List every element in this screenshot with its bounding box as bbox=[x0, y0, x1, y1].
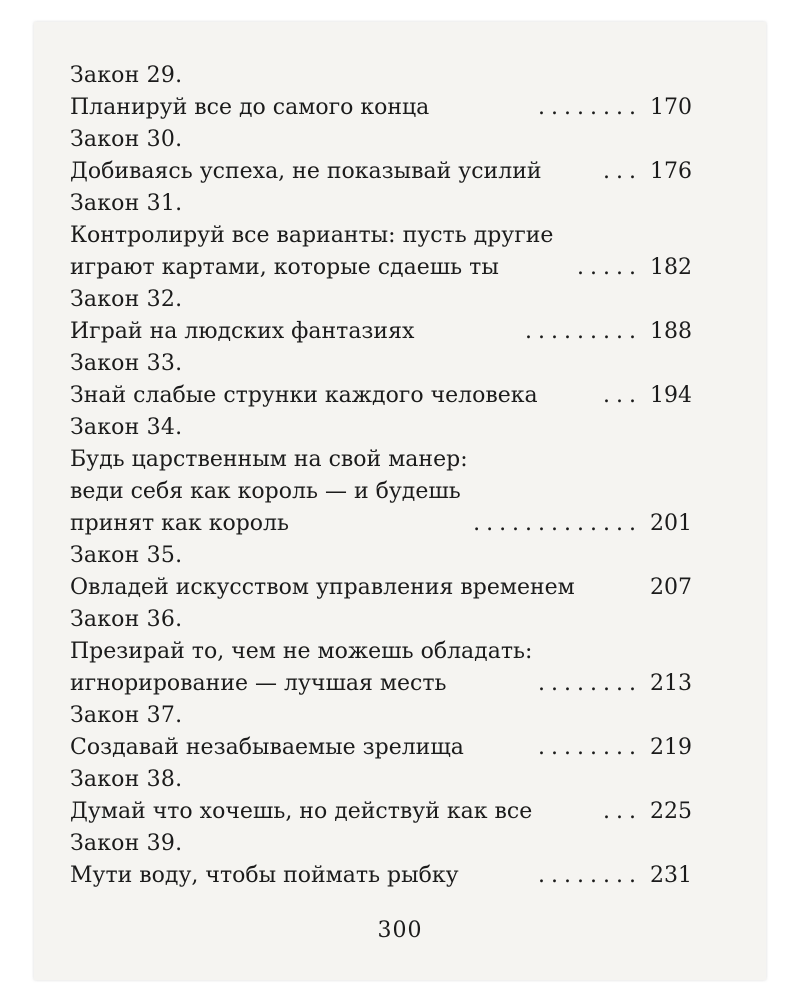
toc-entry bbox=[70, 284, 692, 348]
law-label: Закон 35. bbox=[70, 543, 183, 568]
toc-page-number: 213 bbox=[650, 671, 692, 696]
toc-page-number: 176 bbox=[650, 159, 692, 184]
toc-page-number: 219 bbox=[650, 735, 692, 760]
toc-page-number: 188 bbox=[650, 319, 692, 344]
law-title-final-line bbox=[70, 316, 692, 348]
toc-entry bbox=[70, 700, 692, 764]
law-title-final-line bbox=[70, 156, 692, 188]
dot-leader: ........ bbox=[538, 95, 642, 120]
dot-leader: ......... bbox=[525, 319, 642, 344]
law-title-final-line bbox=[70, 92, 692, 124]
law-title-final-line bbox=[70, 860, 692, 892]
law-label: Закон 36. bbox=[70, 607, 183, 632]
law-title-text: Играй на людских фантазиях bbox=[70, 319, 415, 344]
dot-leader: ........ bbox=[538, 735, 642, 760]
toc-page-number: 194 bbox=[650, 383, 692, 408]
toc-entry bbox=[70, 764, 692, 828]
law-label: Закон 30. bbox=[70, 127, 183, 152]
law-title-text: играют картами, которые сдаешь ты bbox=[70, 255, 499, 280]
page-number: 300 bbox=[377, 918, 423, 943]
law-title-text: Добиваясь успеха, не показывай усилий bbox=[70, 159, 542, 184]
toc-page-number: 182 bbox=[650, 255, 692, 280]
table-of-contents bbox=[70, 60, 692, 892]
law-title-final-line bbox=[70, 252, 692, 284]
law-title-final-line bbox=[70, 668, 692, 700]
toc-entry bbox=[70, 540, 692, 604]
dot-leader: ..... bbox=[577, 255, 642, 280]
dot-leader: ... bbox=[603, 383, 642, 408]
law-title-text: Знай слабые струнки каждого человека bbox=[70, 383, 538, 408]
dot-leader: ............. bbox=[473, 511, 642, 536]
dot-leader: ... bbox=[603, 159, 642, 184]
law-label: Закон 33. bbox=[70, 351, 183, 376]
toc-page-number: 201 bbox=[650, 511, 692, 536]
law-label: Закон 37. bbox=[70, 703, 183, 728]
law-label: Закон 31. bbox=[70, 191, 183, 216]
law-title-text: Создавай незабываемые зрелища bbox=[70, 735, 464, 760]
law-title-line: Контролируй все варианты: пусть другие bbox=[70, 223, 554, 248]
toc-entry bbox=[70, 60, 692, 124]
law-title-text: Думай что хочешь, но действуй как все bbox=[70, 799, 533, 824]
toc-entry bbox=[70, 124, 692, 188]
law-title-text: Планируй все до самого конца bbox=[70, 95, 430, 120]
law-title-text: Мути воду, чтобы поймать рыбку bbox=[70, 863, 459, 888]
dot-leader: ... bbox=[603, 799, 642, 824]
toc-page-number: 170 bbox=[650, 95, 692, 120]
toc-entry bbox=[70, 604, 692, 700]
toc-entry bbox=[70, 412, 692, 540]
toc-page-number: 231 bbox=[650, 863, 692, 888]
law-title-final-line bbox=[70, 732, 692, 764]
law-title-final-line bbox=[70, 796, 692, 828]
law-title-line: веди себя как король — и будешь bbox=[70, 479, 461, 504]
dot-leader: ........ bbox=[538, 671, 642, 696]
law-title-text: Овладей искусством управления временем bbox=[70, 575, 575, 600]
law-label: Закон 38. bbox=[70, 767, 183, 792]
toc-entry bbox=[70, 188, 692, 284]
law-title-line: Презирай то, чем не можешь обладать: bbox=[70, 639, 533, 664]
toc-entry bbox=[70, 828, 692, 892]
law-label: Закон 32. bbox=[70, 287, 183, 312]
law-title-text: принят как король bbox=[70, 511, 290, 536]
dot-leader: ........ bbox=[538, 863, 642, 888]
law-title-text: игнорирование — лучшая месть bbox=[70, 671, 447, 696]
law-title-final-line bbox=[70, 572, 692, 604]
toc-page-number: 207 bbox=[650, 575, 692, 600]
law-title-line: Будь царственным на свой манер: bbox=[70, 447, 468, 472]
toc-page-number: 225 bbox=[650, 799, 692, 824]
law-title-final-line bbox=[70, 508, 692, 540]
law-title-final-line bbox=[70, 380, 692, 412]
law-label: Закон 39. bbox=[70, 831, 183, 856]
law-label: Закон 34. bbox=[70, 415, 183, 440]
toc-entry bbox=[70, 348, 692, 412]
law-label: Закон 29. bbox=[70, 63, 183, 88]
